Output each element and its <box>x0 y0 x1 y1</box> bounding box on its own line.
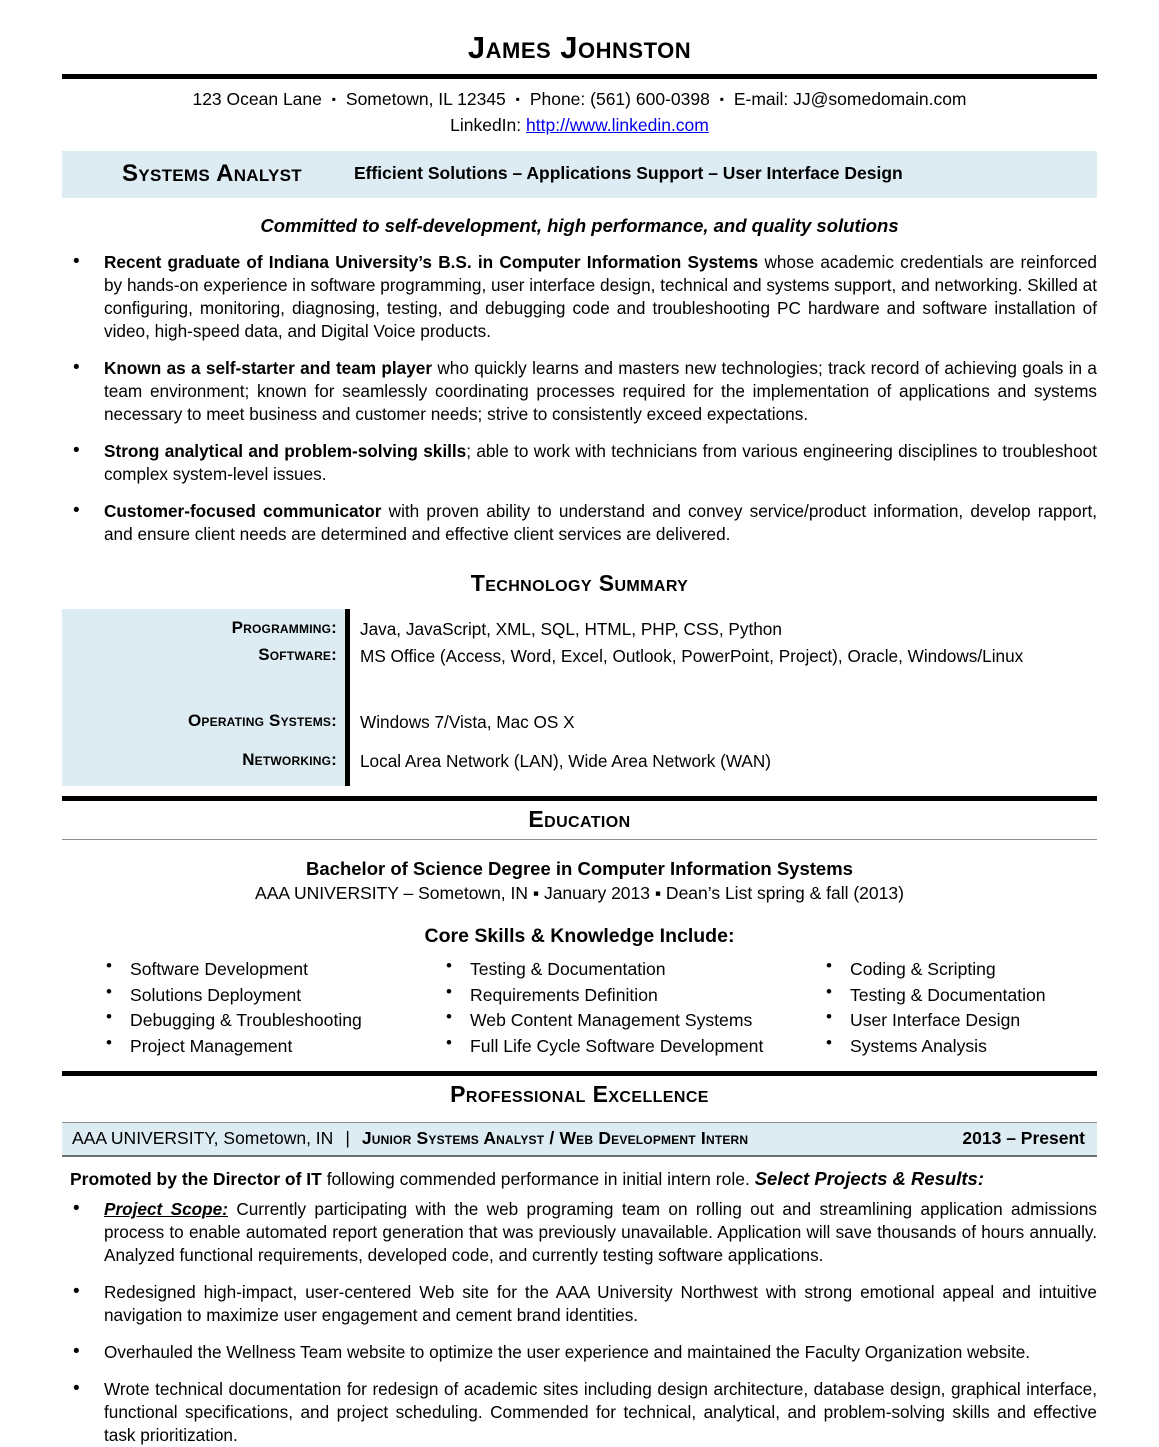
separator-icon: ▪ <box>719 92 724 106</box>
list-item: • Requirements Definition <box>430 983 810 1009</box>
select-projects-label: Select Projects & Results: <box>754 1168 984 1190</box>
core-skills-heading: Core Skills & Knowledge Include: <box>424 925 735 948</box>
list-item <box>62 1198 1097 1267</box>
bullet-text: ; able to work with technicians from various engineering disciplines to troubleshoot complex system-level issues. <box>104 440 1097 484</box>
list-item: • Web Content Management Systems <box>430 1008 810 1034</box>
job-title-band <box>62 151 1097 198</box>
experience-heading: Professional Excellence <box>450 1081 709 1108</box>
skills-column-1 <box>90 957 430 1059</box>
bullet-text: Wrote technical documentation for redesign of academic sites including design architecture, database design, graphical interface, functional specifications, and project scheduling. Commended for technical, analytical, and problem-solving skills and effective task prioritization. <box>104 1379 1097 1446</box>
list-item: • Testing & Documentation <box>810 983 1069 1009</box>
technology-label: Programming: <box>231 618 337 638</box>
bullet-text: Currently participating with the web programing team on rolling out and streamlining application admissions process to enable automated report generation that was previously unavailable. Application will save thousands of hours annually. Analyzed functional requirements, developed code, and currently testing software applications. <box>104 1199 1097 1266</box>
contact-address: 123 Ocean Lane <box>192 89 322 109</box>
promotion-lead: Promoted by the Director of IT <box>70 1169 322 1190</box>
skills-column-3 <box>810 957 1069 1059</box>
technology-label: Operating Systems: <box>187 711 337 731</box>
contact-phone: Phone: (561) 600-0398 <box>529 89 710 109</box>
bullet-lead: Customer-focused communicator <box>104 500 382 521</box>
linkedin-label: LinkedIn: <box>450 115 522 136</box>
list-item <box>62 1281 1097 1327</box>
bullet-lead: Recent graduate of Indiana University’s B.S. in Computer Information Systems <box>104 251 759 272</box>
core-skills-columns <box>62 957 1097 1059</box>
separator-icon: ▪ <box>515 92 520 106</box>
contact-info <box>62 79 1097 145</box>
list-item: • Coding & Scripting <box>810 957 1069 983</box>
technology-value: Windows 7/Vista, Mac OS X <box>360 712 575 733</box>
experience-bullet-list <box>62 1198 1097 1447</box>
list-item: • Solutions Deployment <box>90 983 430 1009</box>
bullet-text: with proven ability to understand and convey service/product information, develop rapport, and ensure client needs are determined and effective client services are delivered. <box>104 500 1097 544</box>
technology-value: Local Area Network (LAN), Wide Area Network (WAN) <box>360 751 772 772</box>
list-item: • Project Management <box>90 1034 430 1060</box>
list-item <box>62 500 1097 546</box>
technology-label: Networking: <box>242 750 337 770</box>
list-item: • Systems Analysis <box>810 1034 1069 1060</box>
bullet-text: Redesigned high-impact, user-centered Web site for the AAA University Northwest with strong emotional appeal and intuitive navigation to maximize user engagement and cement brand identities. <box>104 1282 1097 1326</box>
list-item: • User Interface Design <box>810 1008 1069 1034</box>
job-role-title: Junior Systems Analyst / Web Development Intern <box>361 1128 749 1149</box>
employment-dates: 2013 – Present <box>962 1128 1085 1149</box>
bullet-text: Overhauled the Wellness Team website to optimize the user experience and maintained the Faculty Organization website. <box>104 1342 1031 1363</box>
tagline: Committed to self-development, high performance, and quality solutions <box>260 214 899 236</box>
education-degree: Bachelor of Science Degree in Computer Information Systems <box>306 858 853 880</box>
separator-icon: ▪ <box>331 92 337 106</box>
linkedin-link[interactable]: http://www.linkedin.com <box>526 115 709 136</box>
employer-divider: | <box>345 1128 350 1149</box>
job-specialties: Efficient Solutions – Applications Support – User Interface Design <box>353 163 903 183</box>
employer-row <box>62 1122 1097 1157</box>
contact-email: E-mail: JJ@somedomain.com <box>733 89 967 109</box>
project-scope-label: Project Scope: <box>104 1199 228 1220</box>
bullet-lead: Strong analytical and problem-solving skills <box>104 440 467 461</box>
candidate-name: James Johnston <box>467 30 692 65</box>
promotion-text: following commended performance in initial intern role. <box>321 1169 750 1190</box>
technology-value: Java, JavaScript, XML, SQL, HTML, PHP, CSS, Python <box>360 619 782 640</box>
job-title: Systems Analyst <box>122 159 302 187</box>
list-item <box>62 357 1097 426</box>
list-item <box>62 251 1097 343</box>
list-item: • Testing & Documentation <box>430 957 810 983</box>
promotion-statement <box>62 1157 1097 1198</box>
list-item: • Debugging & Troubleshooting <box>90 1008 430 1034</box>
technology-summary-heading: Technology Summary <box>470 570 689 597</box>
technology-label-column <box>62 609 350 786</box>
list-item <box>62 440 1097 486</box>
list-item: • Software Development <box>90 957 430 983</box>
skills-column-2 <box>430 957 810 1059</box>
list-item: • Full Life Cycle Software Development <box>430 1034 810 1060</box>
list-item <box>62 1378 1097 1447</box>
education-heading: Education <box>528 806 631 833</box>
education-details: AAA UNIVERSITY – Sometown, IN ▪ January 2013 ▪ Dean’s List spring & fall (2013) <box>255 883 904 904</box>
technology-value-column <box>350 609 1097 786</box>
technology-value: MS Office (Access, Word, Excel, Outlook, PowerPoint, Project), Oracle, Windows/Linux <box>360 646 1024 667</box>
technology-summary-table <box>62 609 1097 786</box>
bullet-text: who quickly learns and masters new technologies; track record of achieving goals in a team environment; known for seamlessly coordinating processes required for the implementation of applications and systems necessary to meet business and customer needs; strive to consistently exceed expectations. <box>104 357 1097 424</box>
employer-name: AAA UNIVERSITY, Sometown, IN <box>72 1128 334 1149</box>
technology-label: Software: <box>258 645 337 665</box>
summary-bullet-list <box>62 251 1097 547</box>
list-item <box>62 1341 1097 1364</box>
bullet-lead: Known as a self-starter and team player <box>104 357 433 378</box>
bullet-text: whose academic credentials are reinforced by hands-on experience in software programming, user interface design, technical and systems support, and networking. Skilled at configuring, monitoring, diagnosing, testing, and debugging code and troubleshooting PC hardware and software installation of video, high-speed data, and Digital Voice products. <box>104 251 1097 341</box>
contact-city-state-zip: Sometown, IL 12345 <box>345 89 506 109</box>
